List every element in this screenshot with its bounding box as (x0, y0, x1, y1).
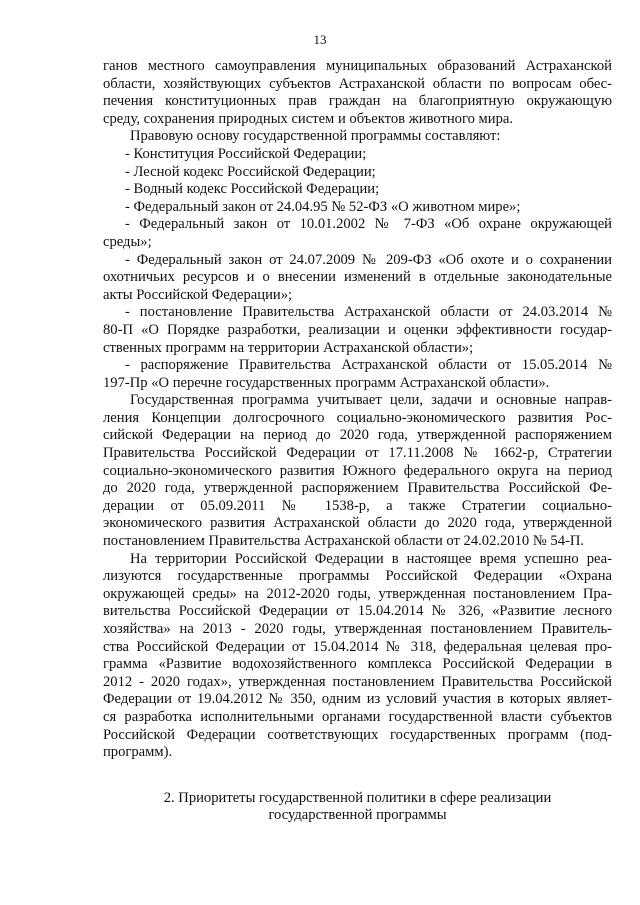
text-line: среду, сохранения природных систем и объектов животного мира. (103, 110, 514, 127)
paragraph (103, 392, 612, 550)
list-item: - Федеральный закон от 10.01.2002 № 7-ФЗ «Об охране окружающей (125, 216, 612, 233)
text-line: печения конституционных прав граждан на благоприятную окружающую (103, 93, 612, 110)
text-line: до 2020 года, утвержденной распоряжением Правительства Российской Фе- (103, 480, 612, 497)
text-line: лизуются государственные программы Российской Федерации «Охрана (103, 568, 612, 585)
text-line: 80-П «О Порядке разработки, реализации и оценки эффективности государ- (103, 321, 612, 338)
text-line: постановлением Правительства Астраханской области от 24.02.2010 № 54-П. (103, 533, 585, 550)
text-line: ся разработка исполнительными органами государственной власти субъектов (103, 708, 612, 725)
text-line: Федерации от 19.04.2012 № 350, одним из условий участия в которых являет- (103, 691, 612, 708)
text-line: охотничьих ресурсов и о внесении изменений в отдельные законодательные (103, 269, 612, 286)
text-line: дерации от 05.09.2011 № 1538-р, а также Стратегии социально- (103, 497, 612, 514)
text-line: ства Российской Федерации от 15.04.2014 № 318, федеральная целевая про- (103, 638, 612, 655)
heading-line: 2. Приоритеты государственной политики в сфере реализации (163, 789, 552, 806)
text-line: социально-экономического развития Южного федерального округа на период (103, 462, 612, 479)
section-heading (103, 790, 612, 825)
text-line: Правовую основу государственной программы составляют: (130, 128, 501, 145)
text-line: ственных программ на территории Астраханской области»; (103, 339, 474, 356)
list-item: - Лесной кодекс Российской Федерации; (125, 163, 376, 180)
text-line: Российской Федерации соответствующих государственных программ (под- (103, 726, 612, 743)
text-line: области, хозяйствующих субъектов Астраханской области по вопросам обес- (103, 75, 612, 92)
section-spacer (103, 762, 612, 790)
text-line: На территории Российской Федерации в настоящее время успешно реа- (130, 550, 612, 567)
text-line: 197-Пр «О перечне государственных программ Астраханской области». (103, 374, 550, 391)
paragraph (103, 58, 612, 128)
list-item: - Водный кодекс Российской Федерации; (125, 181, 380, 198)
heading-line: государственной программы (268, 807, 447, 824)
list-item: - распоряжение Правительства Астраханской области от 15.05.2014 № (125, 357, 612, 374)
text-line: акты Российской Федерации»; (103, 286, 293, 303)
body-text (103, 58, 612, 825)
paragraph (103, 551, 612, 762)
text-line: Правительства Российской Федерации от 17.11.2008 № 1662-р, Стратегии (103, 445, 612, 462)
text-line: вительства Российской Федерации от 15.04.2014 № 326, «Развитие лесного (103, 603, 612, 620)
page-number: 13 (313, 32, 327, 47)
text-line: ганов местного самоуправления муниципальных образований Астраханской (103, 58, 612, 74)
text-line: программ). (103, 744, 173, 761)
list-item: - Федеральный закон от 24.04.95 № 52-ФЗ «О животном мире»; (125, 198, 521, 215)
text-line: Государственная программа учитывает цели, задачи и основные направ- (130, 392, 612, 409)
text-line: грамма «Развитие водохозяйственного комплекса Российской Федерации в (103, 656, 612, 673)
list-item: - Конституция Российской Федерации; (125, 145, 367, 162)
text-line: среды»; (103, 233, 152, 250)
text-line: хозяйства» на 2013 - 2020 годы, утвержденная постановлением Правитель- (103, 621, 612, 637)
list-item: - Федеральный закон от 24.07.2009 № 209-ФЗ «Об охоте и о сохранении (125, 251, 612, 268)
text-line: сийской Федерации на период до 2020 года, утвержденной распоряжением (103, 427, 612, 444)
list-item: - постановление Правительства Астраханской области от 24.03.2014 № (125, 304, 612, 321)
legal-basis-list (103, 128, 612, 392)
text-line: окружающей среды» на 2012-2020 годы, утвержденная постановлением Пра- (103, 585, 612, 602)
text-line: ления Концепции долгосрочного социально-экономического развития Рос- (103, 409, 612, 426)
text-line: экономического развития Астраханской области до 2020 года, утвержденной (103, 515, 612, 532)
text-line: 2012 - 2020 годах», утвержденная постановлением Правительства Российской (103, 673, 612, 690)
